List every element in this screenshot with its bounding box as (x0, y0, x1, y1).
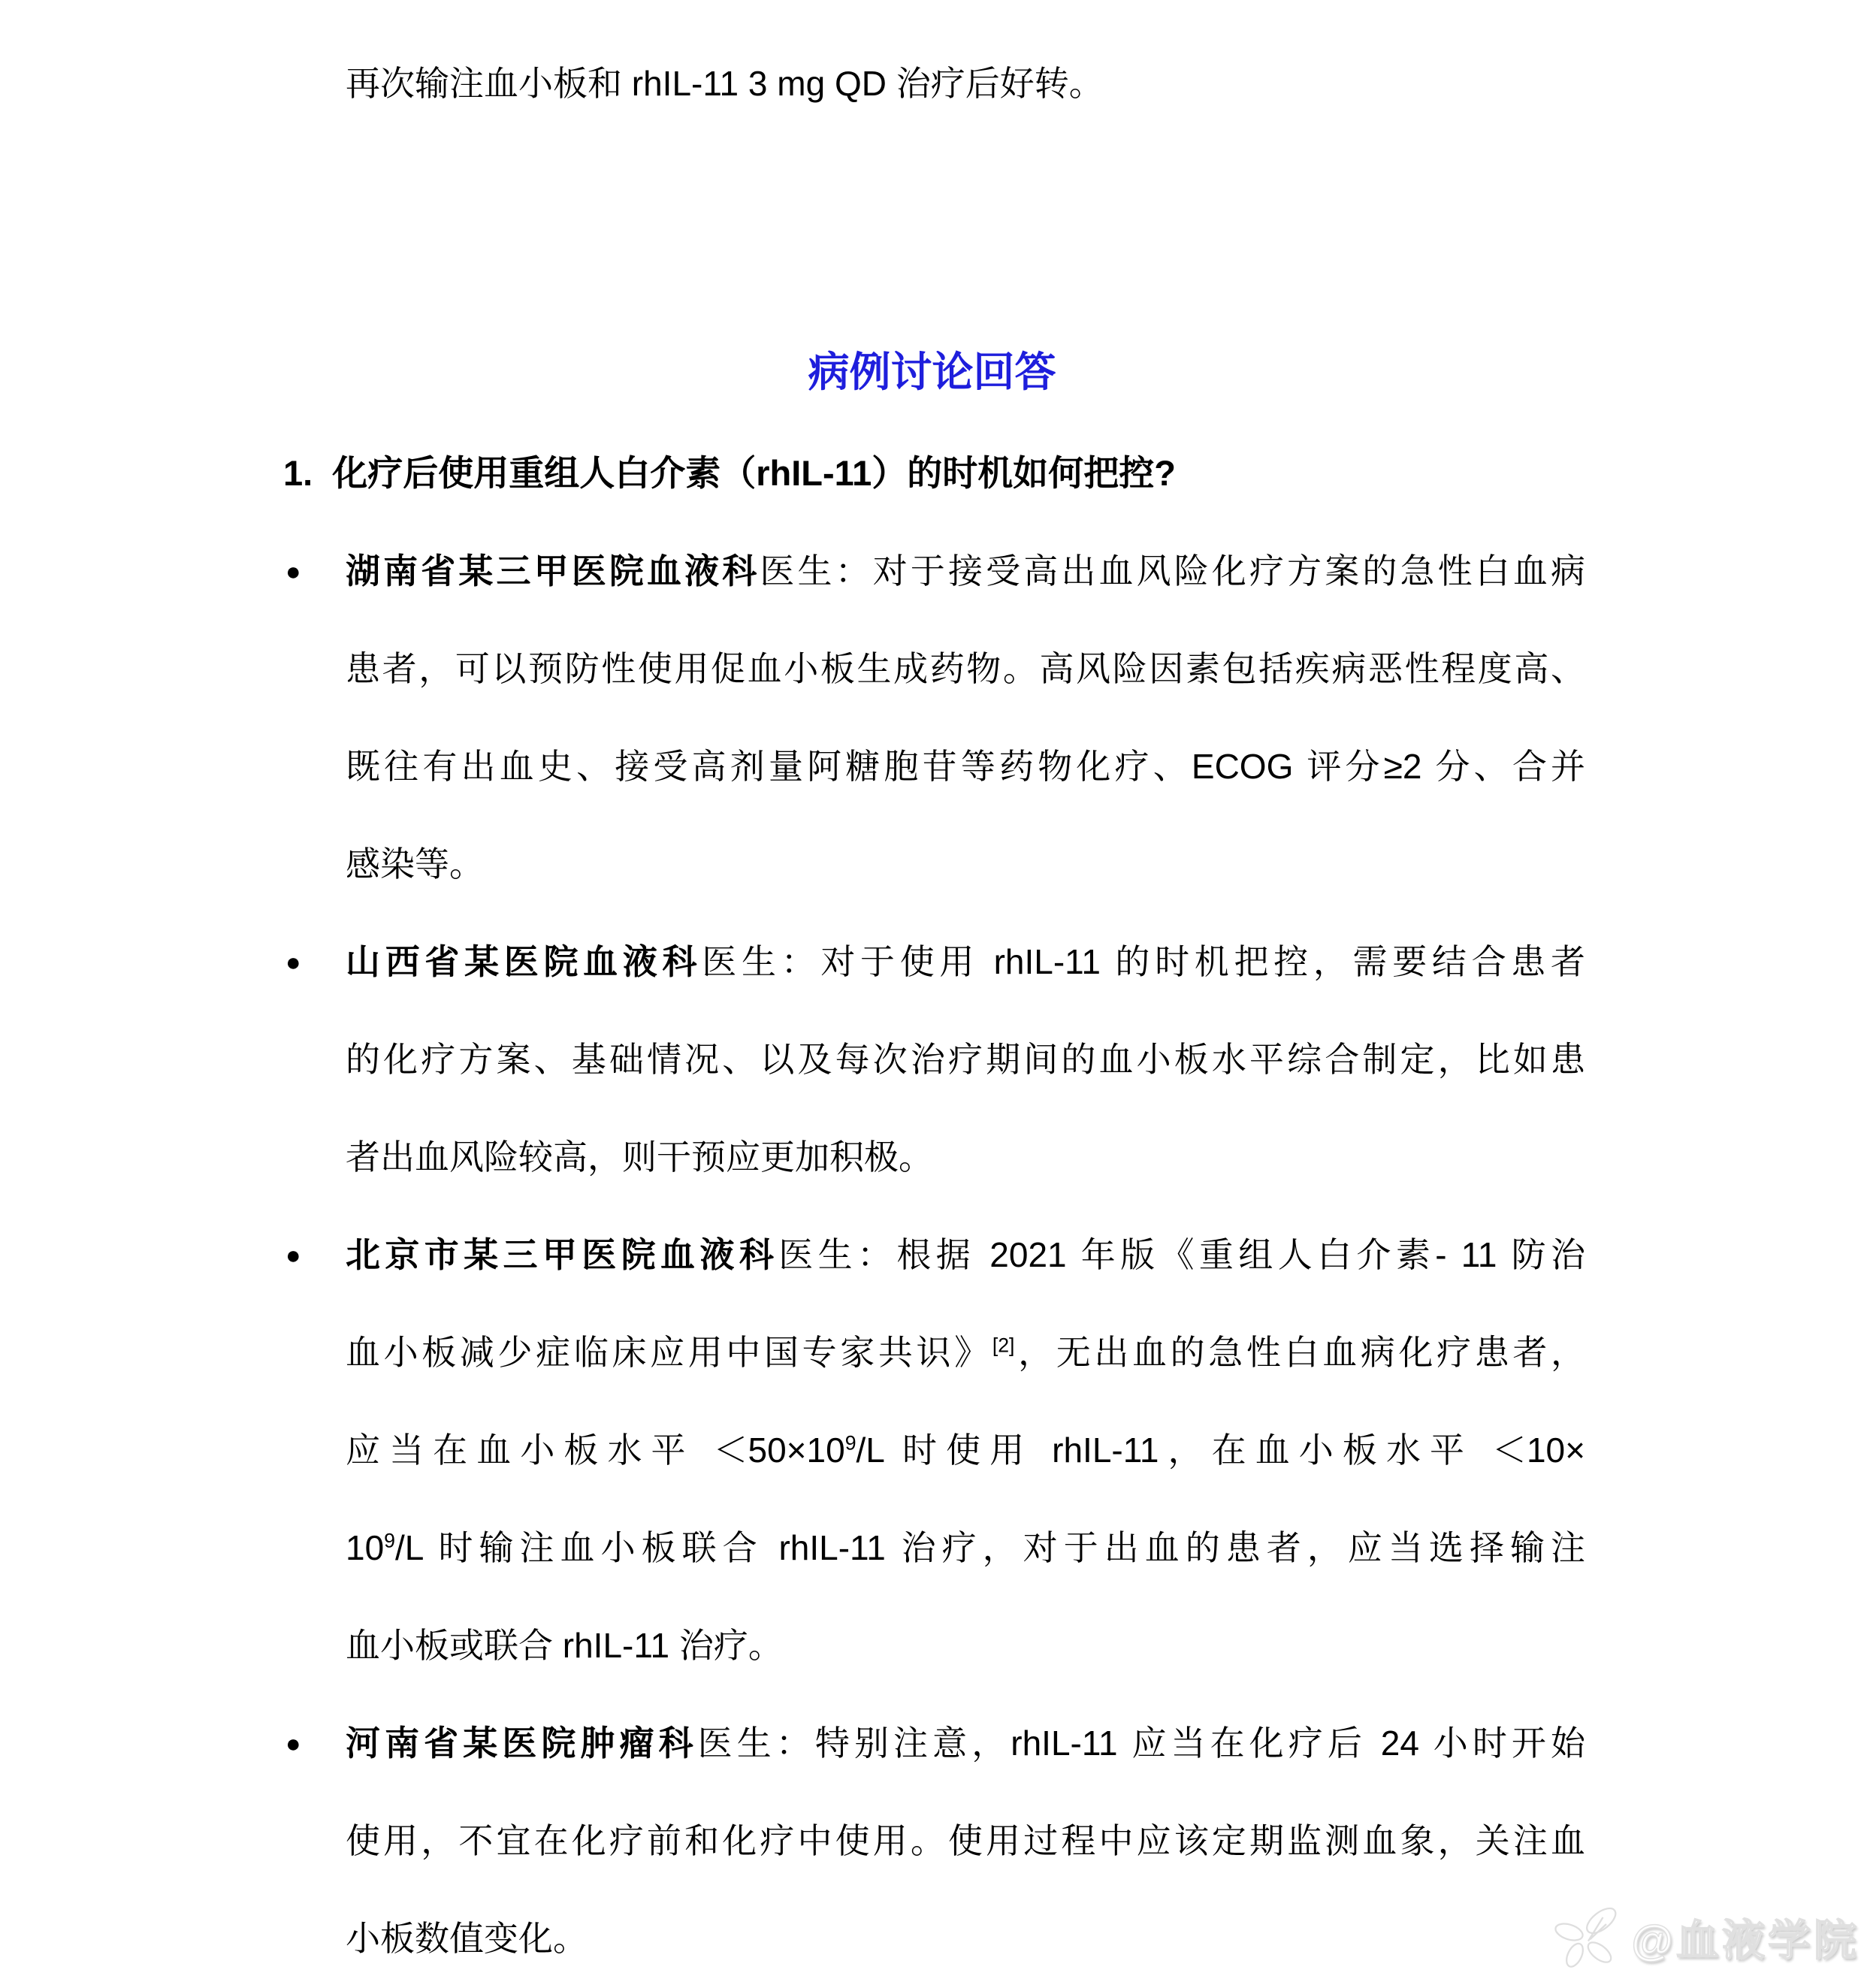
superscript-text: 9 (844, 1431, 856, 1455)
text-line (346, 1401, 1585, 1499)
text-segment: 北京市某三甲医院血液科 (346, 1235, 779, 1274)
text-line (346, 1499, 1585, 1597)
text-line (346, 913, 1585, 1011)
bullet-item (0, 913, 1864, 1206)
watermark (1548, 1897, 1859, 1976)
text-line (346, 522, 1585, 620)
text-line (346, 1890, 1585, 1987)
bullet-marker-icon: ● (285, 1730, 301, 1758)
text-line (346, 1011, 1585, 1108)
text-segment: 医生：对于使用 rhIL-11 的时机把控，需要结合患者 (702, 942, 1586, 981)
bullet-body (346, 522, 1864, 913)
text-line (346, 1206, 1585, 1304)
bullet-item (0, 1206, 1864, 1694)
text-segment: 医生：对于接受高出血风险化疗方案的急性白血病 (760, 551, 1585, 591)
text-segment: 10 (346, 1528, 385, 1567)
bullet-marker-icon: ● (285, 1241, 301, 1270)
text-segment: /L 时使用 rhIL-11，在血小板水平 ＜10× (856, 1431, 1585, 1470)
bullet-list (0, 522, 1864, 1987)
superscript-text: 9 (384, 1529, 396, 1552)
text-segment: 既往有出血史、接受高剂量阿糖胞苷等药物化疗、ECOG 评分≥2 分、合并 (346, 747, 1585, 786)
bullet-body (346, 913, 1864, 1206)
text-segment: 感染等。 (346, 844, 484, 884)
text-segment: 河南省某医院肿瘤科 (346, 1724, 698, 1763)
bullet-item (0, 522, 1864, 913)
question-item (0, 424, 1864, 522)
main-content (0, 319, 1864, 1987)
superscript-text: [2] (992, 1334, 1015, 1357)
question-number: 1. (283, 453, 313, 493)
intro-paragraph (346, 34, 1585, 133)
text-line (346, 815, 1585, 913)
watermark-text: @血液学院 (1631, 1916, 1859, 1965)
text-segment: 患者，可以预防性使用促血小板生成药物。高风险因素包括疾病恶性程度高、 (346, 649, 1585, 688)
leaf-logo-icon (1548, 1897, 1627, 1976)
text-segment: 使用，不宜在化疗前和化疗中使用。使用过程中应该定期监测血象，关注血 (346, 1821, 1585, 1860)
bullet-body (346, 1206, 1864, 1694)
text-line (346, 1108, 1585, 1206)
bullet-marker-icon: ● (285, 948, 301, 977)
text-segment: 化疗后使用重组人白介素（rhIL-11）的时机如何把控? (332, 453, 1177, 493)
bullet-marker-icon: ● (285, 557, 301, 586)
text-segment: 的化疗方案、基础情况、以及每次治疗期间的血小板水平综合制定，比如患 (346, 1040, 1585, 1079)
text-segment: 应当在血小板水平 ＜50×10 (346, 1431, 845, 1470)
text-line (346, 718, 1585, 815)
text-line (346, 1597, 1585, 1694)
text-segment: 山西省某医院血液科 (346, 942, 702, 981)
text-segment: 医生：根据 2021 年版《重组人白介素- 11 防治 (778, 1235, 1586, 1274)
text-line (346, 620, 1585, 718)
section-heading: 病例讨论回答 (808, 349, 1056, 395)
text-segment: 血小板或联合 rhIL-11 治疗。 (346, 1626, 783, 1665)
text-line (346, 1792, 1585, 1890)
text-segment: 湖南省某三甲医院血液科 (346, 551, 760, 591)
text-segment: 小板数值变化。 (346, 1919, 588, 1958)
text-line (346, 1694, 1585, 1792)
text-segment: 再次输注血小板和 rhIL-11 3 mg QD 治疗后好转。 (346, 64, 1104, 103)
text-segment: 医生：特别注意，rhIL-11 应当在化疗后 24 小时开始 (697, 1724, 1586, 1763)
text-segment: /L 时输注血小板联合 rhIL-11 治疗，对于出血的患者，应当选择输注 (395, 1528, 1585, 1567)
text-segment: 血小板减少症临床应用中国专家共识》 (346, 1333, 992, 1372)
text-line (346, 1304, 1585, 1401)
text-segment: 者出血风险较高，则干预应更加积极。 (346, 1138, 933, 1177)
text-segment: ，无出血的急性白血病化疗患者， (1014, 1333, 1586, 1372)
question-text (332, 453, 1176, 493)
